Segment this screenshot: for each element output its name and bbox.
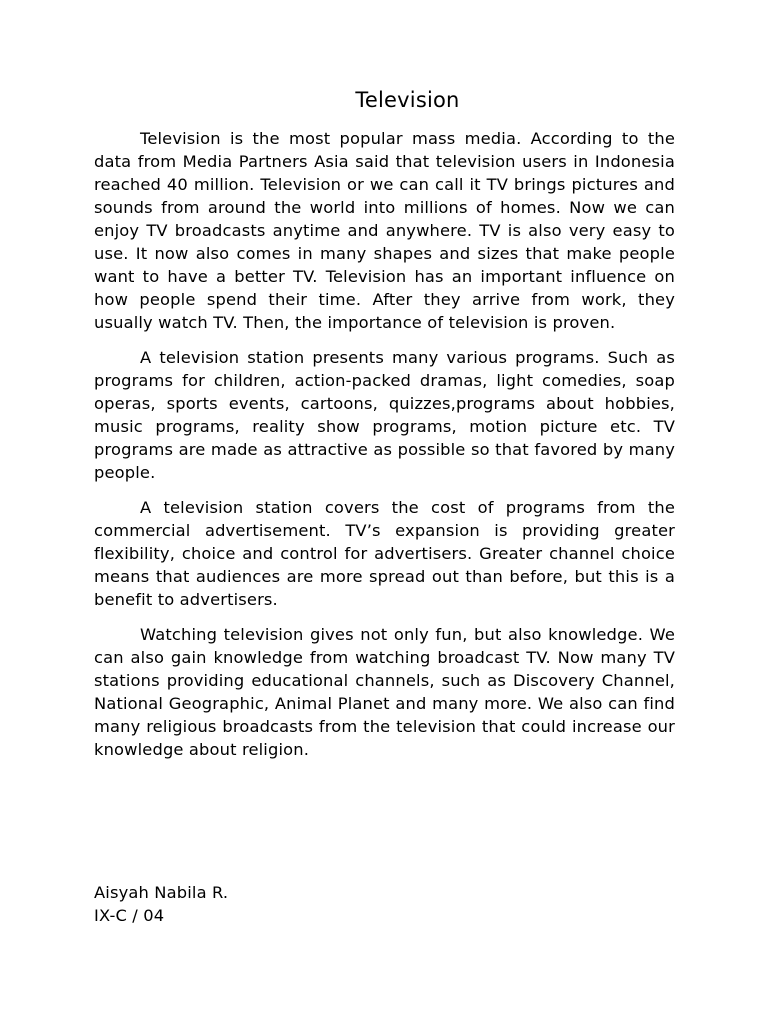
paragraph-4: Watching television gives not only fun, but also knowledge. We can also gain knowledge from watching broadcast TV. Now many TV stations providing educational channels, such as Discovery Channel, National Geographic, Animal Planet and many more. We also can find many religious broadcasts from the television that could increase our knowledge about religion. (94, 625, 675, 759)
author-class: IX-C / 04 (94, 906, 165, 925)
author-name: Aisyah Nabila R. (94, 883, 229, 902)
page-title: Television (355, 88, 460, 112)
author-signature (94, 881, 228, 927)
paragraph-1: Television is the most popular mass media. According to the data from Media Partners Asia said that television users in Indonesia reached 40 million. Television or we can call it TV brings pictures and sounds from around the world into millions of homes. Now we can enjoy TV broadcasts anytime and anywhere. TV is also very easy to use. It now also comes in many shapes and sizes that make people want to have a better TV. Television has an important influence on how people spend their time. After they arrive from work, they usually watch TV. Then, the importance of television is proven. (94, 129, 675, 332)
essay-body (94, 127, 675, 773)
paragraph-3: A television station covers the cost of programs from the commercial advertisement. TV’s expansion is providing greater flexibility, choice and control for advertisers. Greater channel choice means that audiences are more spread out than before, but this is a benefit to advertisers. (94, 498, 675, 609)
paragraph-2: A television station presents many various programs. Such as programs for children, action-packed dramas, light comedies, soap operas, sports events, cartoons, quizzes,programs about hobbies, music programs, reality show programs, motion picture etc. TV programs are made as attractive as possible so that favored by many people. (94, 348, 675, 482)
